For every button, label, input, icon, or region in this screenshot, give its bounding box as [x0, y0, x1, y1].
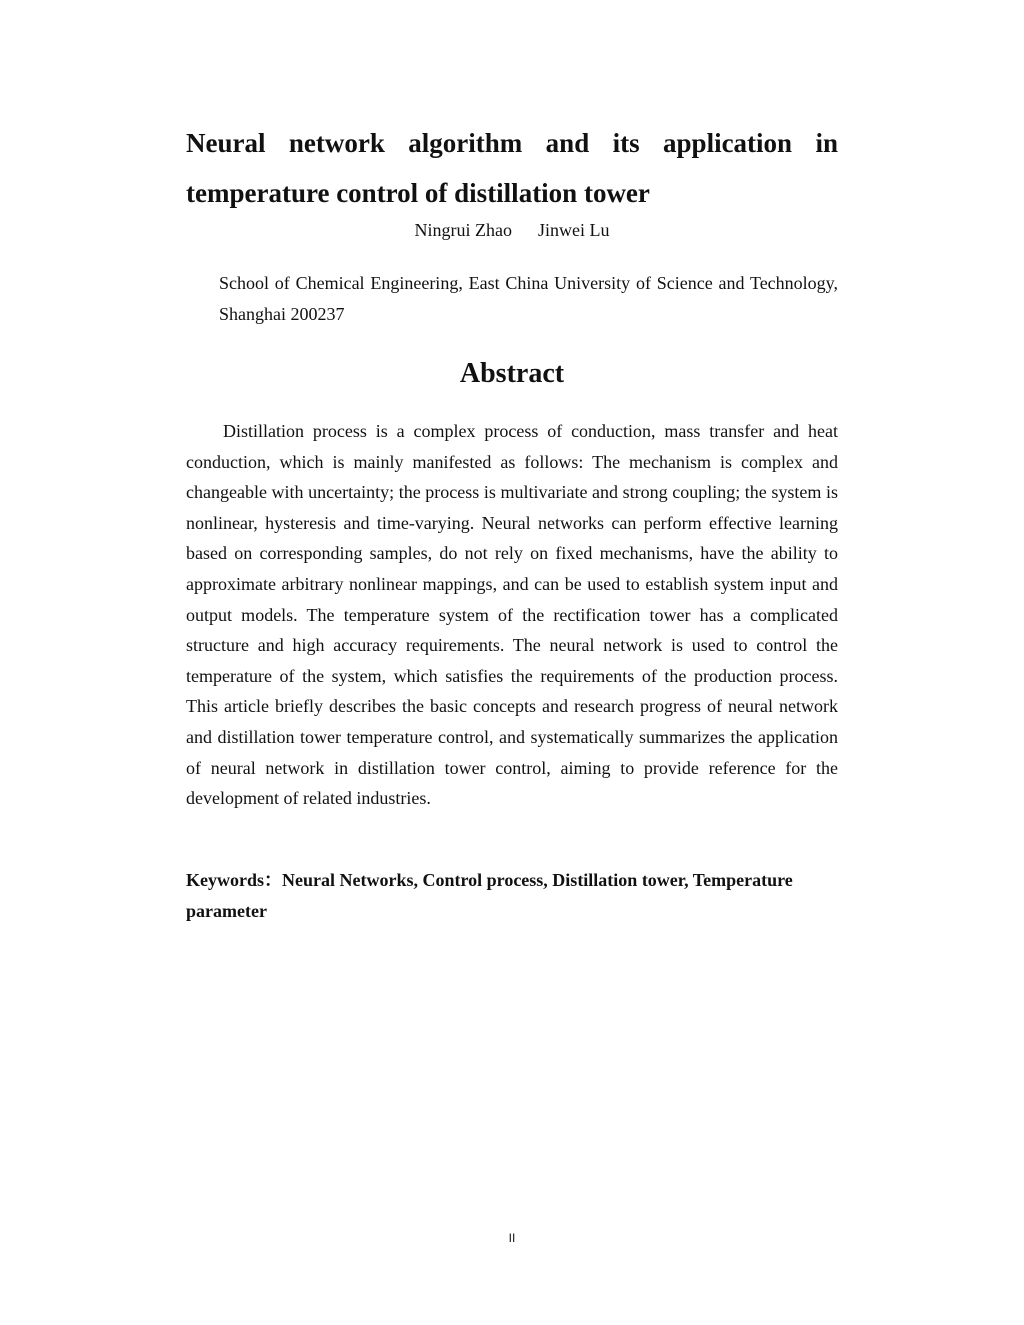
author-affiliation: School of Chemical Engineering, East China University of Science and Technology, Shanghai 200237: [219, 273, 838, 324]
author-name: Jinwei Lu: [537, 220, 610, 240]
author-name: Ningrui Zhao: [414, 220, 512, 240]
abstract-body: Distillation process is a complex process of conduction, mass transfer and heat conduction, which is mainly manifested as follows: The mechanism is complex and changeable with uncertainty; the process is multivariate and strong coupling; the system is nonlinear, hysteresis and time-varying. Neural networks can perform effective learning based on corresponding samples, do not rely on fixed mechanisms, have the ability to approximate arbitrary nonlinear mappings, and can be used to establish system input and output models. The temperature system of the rectification tower has a complicated structure and high accuracy requirements. The neural network is used to control the temperature of the system, which satisfies the requirements of the production process. This article briefly describes the basic concepts and research progress of neural network and distillation tower temperature control, and systematically summarizes the application of neural network in distillation tower control, aiming to provide reference for the development of related industries.: [186, 421, 838, 809]
keywords: [186, 865, 838, 927]
page-number: II: [508, 1231, 516, 1245]
paper-title: Neural network algorithm and its application in temperature control of distillation tower: [186, 128, 838, 208]
abstract-heading: Abstract: [459, 358, 565, 389]
keywords-text: Neural Networks, Control process, Distillation tower, Temperature parameter: [186, 870, 793, 921]
keywords-label: Keywords：: [186, 870, 282, 890]
author-list: [0, 218, 1024, 242]
